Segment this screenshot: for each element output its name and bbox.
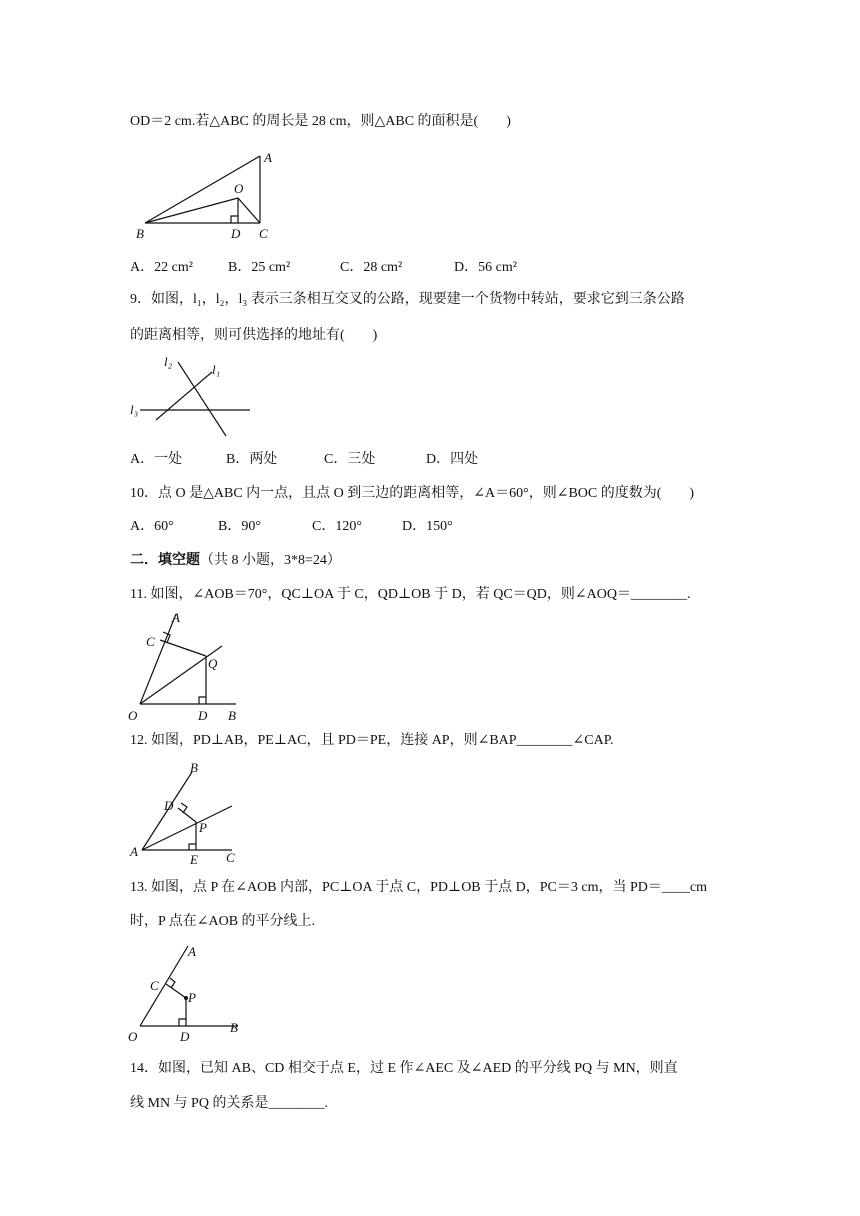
q11-label-d: D (198, 708, 208, 723)
q9-line2: 的距离相等，则可供选择的地址有( ) (130, 328, 378, 343)
q8-label-a: A (264, 150, 272, 165)
q8-right-angle (231, 216, 238, 223)
q12-line1: 12. 如图，PD⊥AB，PE⊥AC，且 PD＝PE，连接 AP，则∠BAP________∠CAP. (130, 733, 614, 748)
q11-label-a: A (172, 610, 180, 625)
q13-figure (126, 940, 251, 1045)
q9-label-l2: l₂ (164, 354, 173, 369)
q12-right-angle-e (189, 844, 196, 850)
q12-label-b: B (190, 760, 198, 775)
q8-option-d: D．56 cm² (454, 260, 517, 275)
q10-option-d: D．150° (402, 519, 453, 534)
q9-line1: 9．如图，l₁，l₂，l₃ 表示三条相互交叉的公路，现要建一个货物中转站，要求它到三条公路 (130, 292, 685, 307)
q9-label-l3: l₃ (130, 402, 139, 417)
q9-label-l1: l₁ (212, 362, 221, 377)
q11-line1: 11. 如图，∠AOB＝70°，QC⊥OA 于 C，QD⊥OB 于 D，若 QC＝QD，则∠AOQ＝________. (130, 587, 691, 602)
q13-label-b: B (230, 1020, 238, 1035)
q12-seg-pd (178, 808, 196, 822)
q11-label-o: O (128, 708, 138, 723)
q11-label-q: Q (208, 656, 218, 671)
q8-seg-bo (145, 198, 238, 223)
q12-figure (126, 758, 246, 868)
q13-label-d: D (180, 1029, 190, 1044)
q8-label-b: B (136, 226, 144, 241)
q10-option-c: C．120° (312, 519, 362, 534)
q9-option-b: B．两处 (226, 452, 278, 467)
q8-option-a: A．22 cm² (130, 260, 193, 275)
q13-right-angle-d (179, 1019, 186, 1026)
q13-label-o: O (128, 1029, 138, 1044)
q8-seg-oc (238, 198, 260, 223)
q13-label-a: A (188, 944, 196, 959)
q9-option-c: C．三处 (324, 452, 376, 467)
q10-options (130, 517, 453, 537)
q11-ray-oa (140, 614, 176, 704)
q12-label-c: C (226, 850, 235, 865)
q11-figure (126, 610, 256, 725)
q8-stem: OD＝2 cm.若△ABC 的周长是 28 cm，则△ABC 的面积是( ) (130, 114, 511, 129)
q9-option-d: D．四处 (426, 452, 479, 467)
q13-line1: 13. 如图，点 P 在∠AOB 内部，PC⊥OA 于点 C，PD⊥OB 于点 D，PC＝3 cm，当 PD＝____cm (130, 880, 707, 895)
q11-ray-oq (140, 646, 222, 704)
q13-seg-pc (166, 984, 186, 998)
q9-road-l1 (156, 372, 212, 420)
q8-label-d: D (231, 226, 241, 241)
q13-label-c: C (150, 978, 159, 993)
q9-option-a: A．一处 (130, 452, 183, 467)
q12-label-a: A (130, 844, 138, 859)
q11-label-b: B (228, 708, 236, 723)
q10-option-b: B．90° (218, 519, 261, 534)
q8-option-b: B．25 cm² (228, 260, 291, 275)
q13-line2: 时，P 点在∠AOB 的平分线上. (130, 914, 316, 929)
section2-header (130, 551, 341, 571)
q14-line1: 14．如图，已知 AB、CD 相交于点 E，过 E 作∠AEC 及∠AED 的平分线 PQ 与 MN，则直 (130, 1061, 678, 1076)
q11-label-c: C (146, 634, 155, 649)
q8-label-c: C (259, 226, 268, 241)
q12-label-p: P (199, 820, 207, 835)
q11-right-angle-d (199, 697, 206, 704)
q12-label-d: D (164, 798, 174, 813)
q10-line1: 10．点 O 是△ABC 内一点，且点 O 到三边的距离相等，∠A＝60°，则∠BOC 的度数为( ) (130, 486, 695, 501)
q8-option-c: C．28 cm² (340, 260, 403, 275)
q13-label-p: P (188, 990, 196, 1005)
q9-options (130, 450, 478, 470)
q14-line2: 线 MN 与 PQ 的关系是________. (130, 1096, 328, 1111)
q8-options (130, 258, 517, 278)
q13-ray-oa (140, 946, 188, 1026)
q9-figure (130, 350, 260, 440)
section2-title: 二．填空题 (130, 553, 200, 568)
section2-note: （共 8 小题，3*8=24） (200, 553, 341, 568)
q12-label-e: E (190, 852, 198, 867)
q8-label-o: O (234, 181, 244, 196)
q8-figure (130, 148, 290, 243)
q10-option-a: A．60° (130, 519, 174, 534)
q13-right-angle-c (170, 978, 175, 988)
